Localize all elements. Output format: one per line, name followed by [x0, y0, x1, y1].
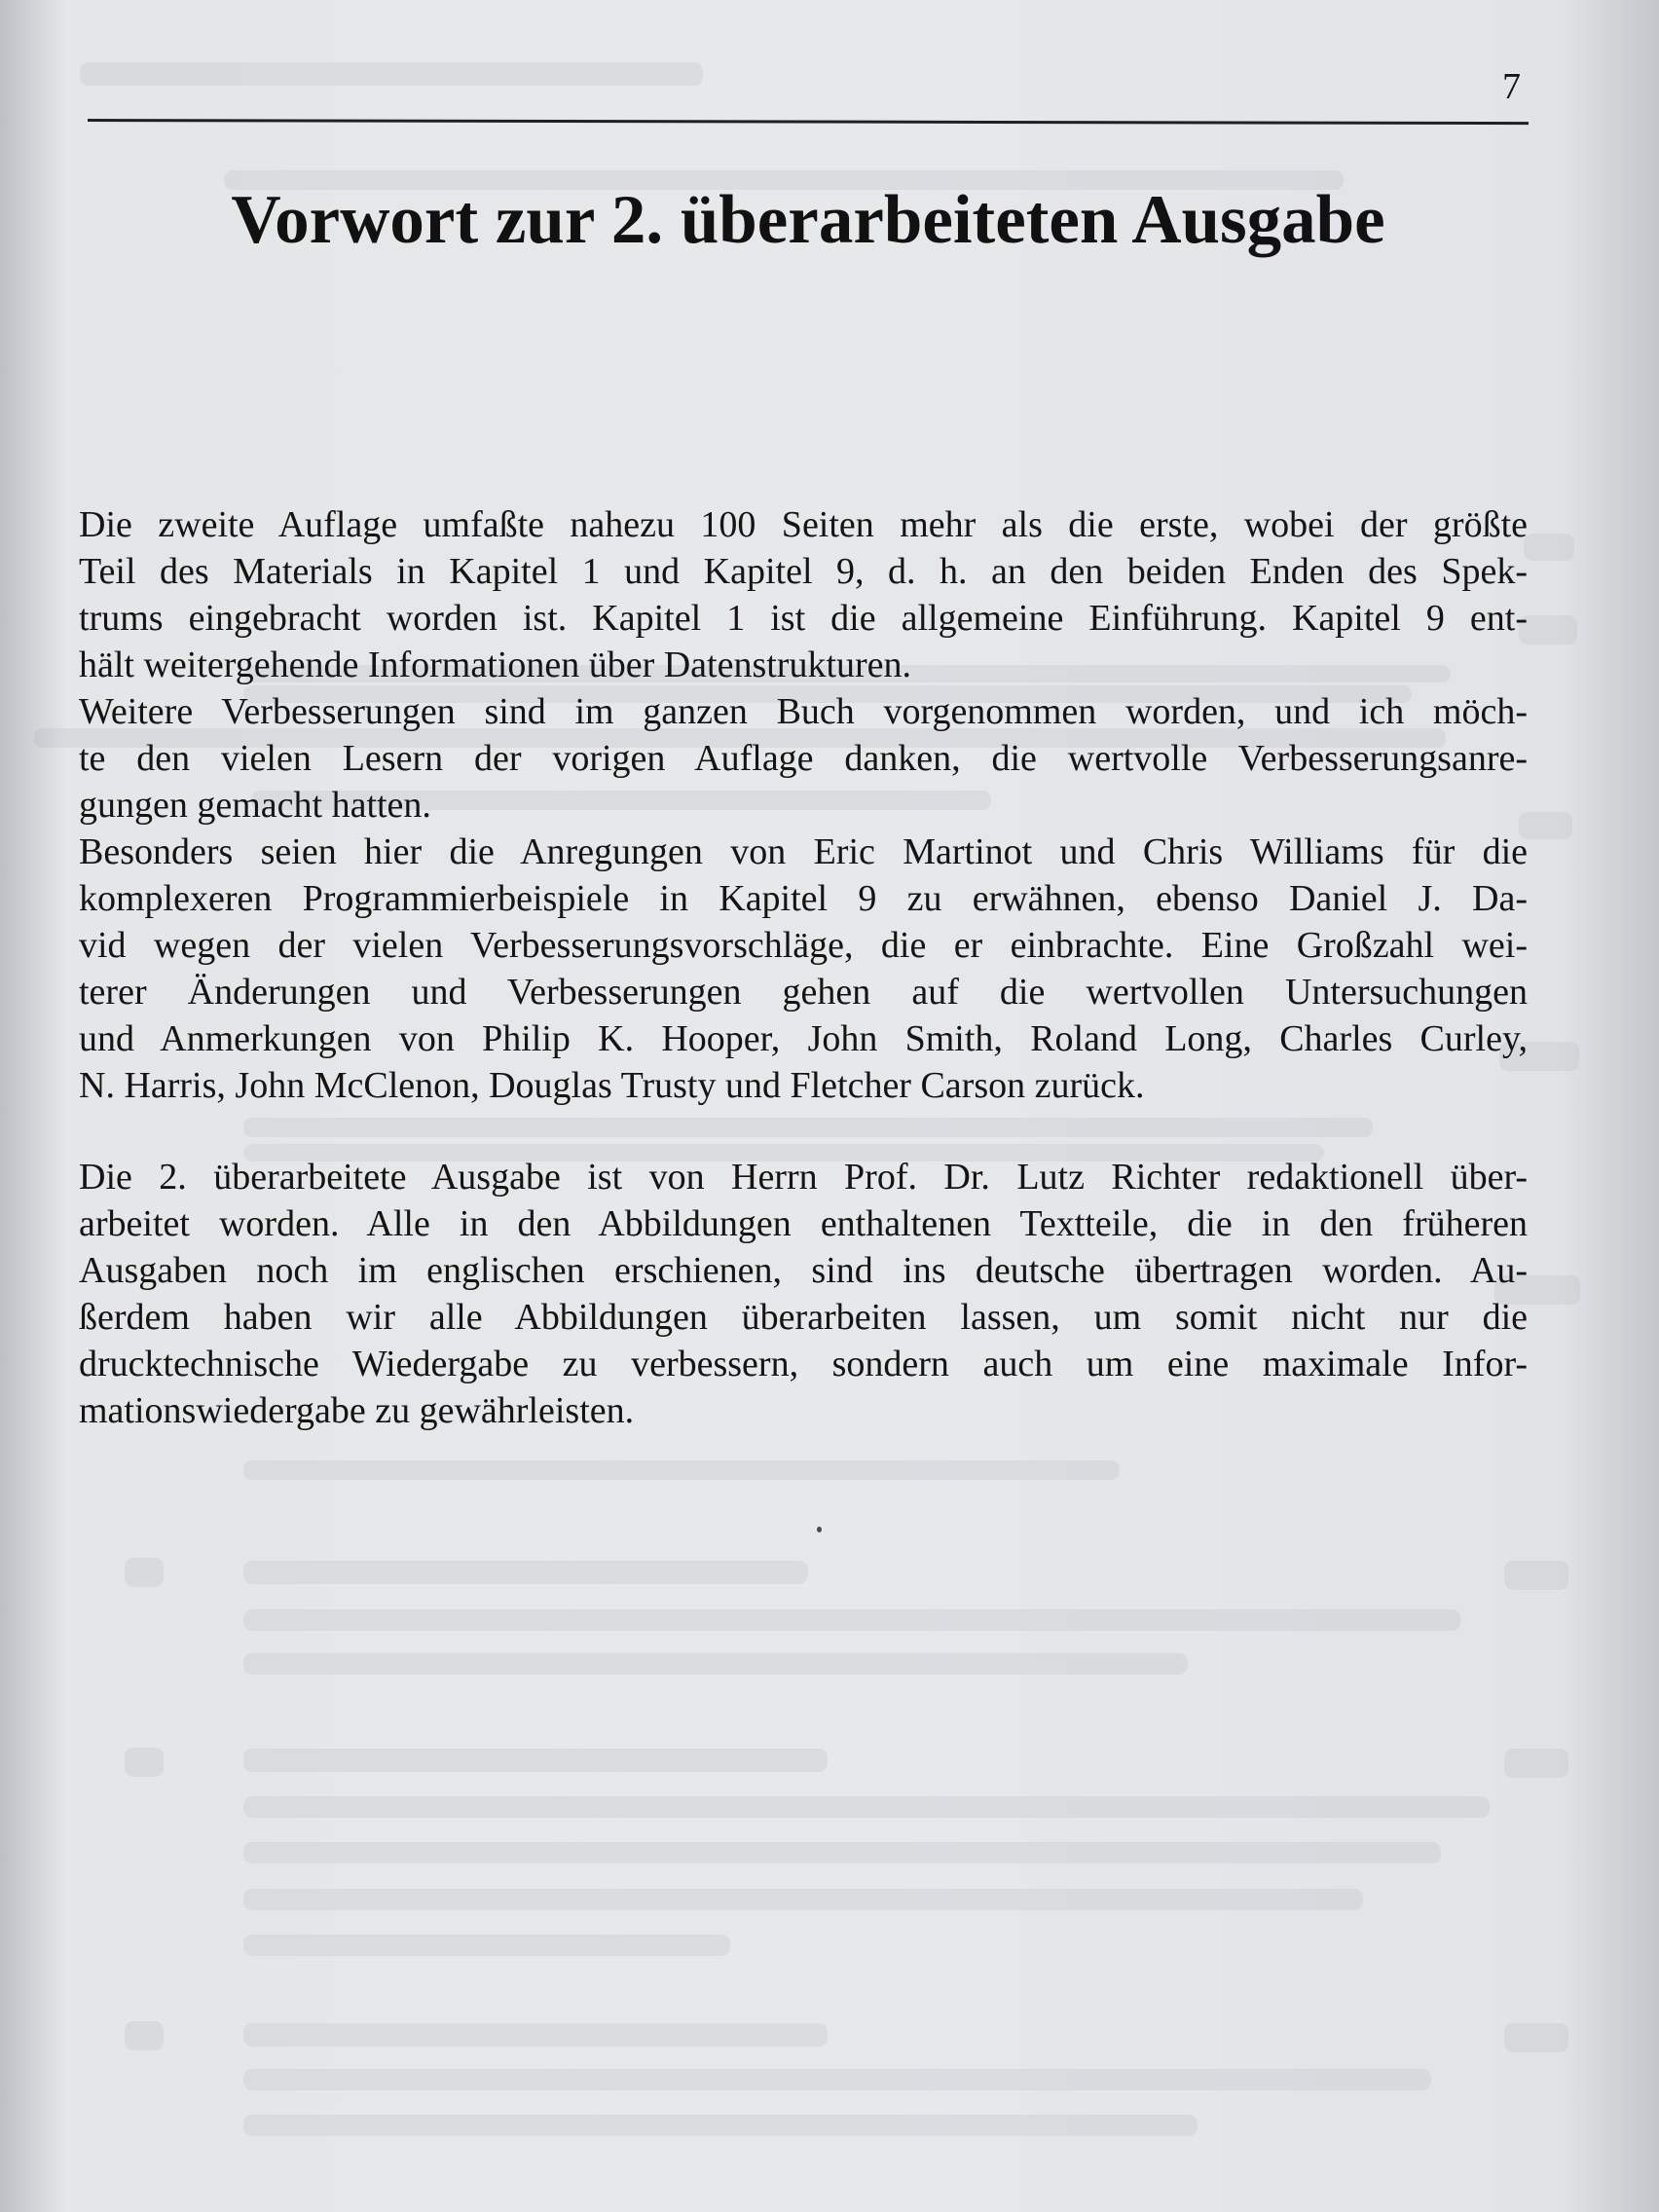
text-line: vid wegen der vielen Verbesserungsvorschläge, die er einbrachte. Eine Großzahl wei- [79, 925, 1528, 966]
text-line: terer Änderungen und Verbesserungen gehen auf die wertvollen Untersuchungen [79, 972, 1528, 1013]
text-line: arbeitet worden. Alle in den Abbildungen enthaltenen Textteile, die in den früheren [79, 1203, 1528, 1244]
body-text [79, 501, 1528, 1434]
paragraph-spacing [79, 1109, 1528, 1154]
text-line: hält weitergehende Informationen über Datenstrukturen. [79, 645, 912, 685]
text-line: ßerdem haben wir alle Abbildungen überarbeiten lassen, um somit nicht nur die [79, 1297, 1528, 1338]
text-line: Besonders seien hier die Anregungen von Eric Martinot und Chris Williams für die [79, 831, 1528, 872]
page-number: 7 [1502, 66, 1521, 107]
text-line: komplexeren Programmierbeispiele in Kapitel 9 zu erwähnen, ebenso Daniel J. Da- [79, 878, 1528, 919]
text-line: und Anmerkungen von Philip K. Hooper, John Smith, Roland Long, Charles Curley, [79, 1018, 1528, 1059]
text-line: drucktechnische Wiedergabe zu verbessern, sondern auch um eine maximale Infor- [79, 1344, 1528, 1384]
text-line: mationswiedergabe zu gewährleisten. [79, 1390, 635, 1431]
text-line: te den vielen Lesern der vorigen Auflage danken, die wertvolle Verbesserungsanre- [79, 738, 1528, 779]
text-line: N. Harris, John McClenon, Douglas Trusty und Fletcher Carson zurück. [79, 1065, 1145, 1106]
text-line: trums eingebracht worden ist. Kapitel 1 ist die allgemeine Einführung. Kapitel 9 ent- [79, 598, 1528, 639]
header-rule [88, 119, 1529, 125]
text-line: gungen gemacht hatten. [79, 785, 431, 826]
text-line: Die zweite Auflage umfaßte nahezu 100 Seiten mehr als die erste, wobei der größte [79, 504, 1528, 545]
page-title: Vorwort zur 2. überarbeiteten Ausgabe [231, 182, 1385, 258]
text-line: Teil des Materials in Kapitel 1 und Kapitel 9, d. h. an den beiden Enden des Spek- [79, 551, 1528, 592]
text-line: Die 2. überarbeitete Ausgabe ist von Herrn Prof. Dr. Lutz Richter redaktionell über- [79, 1157, 1528, 1198]
print-speck [817, 1527, 822, 1532]
text-line: Weitere Verbesserungen sind im ganzen Buch vorgenommen worden, und ich möch- [79, 691, 1528, 732]
text-line: Ausgaben noch im englischen erschienen, sind ins deutsche übertragen worden. Au- [79, 1250, 1528, 1291]
